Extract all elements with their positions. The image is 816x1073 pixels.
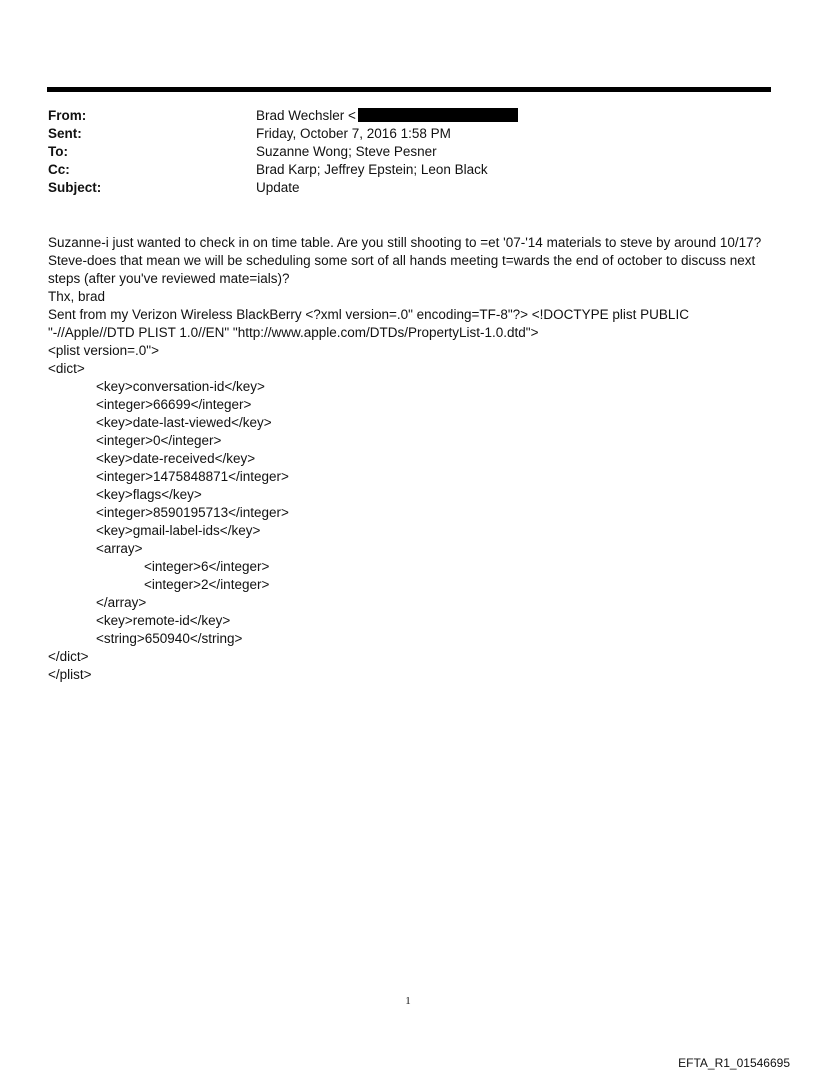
sent-value: Friday, October 7, 2016 1:58 PM <box>256 126 451 141</box>
plist-block <box>48 342 289 684</box>
cc-row <box>48 161 748 179</box>
plist-line: <key>date-last-viewed</key> <box>96 415 272 430</box>
sent-label: Sent: <box>48 126 82 141</box>
plist-line: <dict> <box>48 361 85 376</box>
sent-row <box>48 125 748 143</box>
header-rule <box>47 87 771 92</box>
plist-line: <integer>6</integer> <box>144 559 270 574</box>
cc-label: Cc: <box>48 162 70 177</box>
body-sent-from: Sent from my Verizon Wireless BlackBerry <?xml version=.0" encoding=TF-8"?> <!DOCTYPE plist PUBLIC "-//Apple//DTD PLIST 1.0//EN" "http://www.apple.com/DTDs/PropertyList-1.0.dtd"> <box>48 307 689 340</box>
plist-line: <key>conversation-id</key> <box>96 379 265 394</box>
subject-value: Update <box>256 180 300 195</box>
plist-line: <integer>0</integer> <box>96 433 222 448</box>
plist-line: <key>gmail-label-ids</key> <box>96 523 261 538</box>
plist-line: <array> <box>96 541 143 556</box>
plist-line: <key>flags</key> <box>96 487 202 502</box>
plist-line: <integer>2</integer> <box>144 577 270 592</box>
redaction-block <box>358 108 518 122</box>
plist-line: <plist version=.0"> <box>48 343 159 358</box>
from-name: Brad Wechsler < <box>256 108 356 123</box>
from-label: From: <box>48 108 87 123</box>
to-label: To: <box>48 144 68 159</box>
plist-line: <integer>66699</integer> <box>96 397 252 412</box>
plist-line: <integer>1475848871</integer> <box>96 469 289 484</box>
page-number: 1 <box>405 995 411 1007</box>
to-row <box>48 143 748 161</box>
body-paragraph: Suzanne-i just wanted to check in on time table. Are you still shooting to =et '07-'14 materials to steve by around 10/17? Steve-does that mean we will be scheduling some sort of all hands meeting t=wards the end of october to discuss next steps (after you've reviewed mate=ials)? <box>48 235 762 286</box>
plist-line: <key>date-received</key> <box>96 451 256 466</box>
email-body <box>48 234 778 342</box>
subject-label: Subject: <box>48 180 102 195</box>
subject-row <box>48 179 748 197</box>
plist-line: <key>remote-id</key> <box>96 613 231 628</box>
document-id: EFTA_R1_01546695 <box>678 1056 790 1070</box>
plist-line: <integer>8590195713</integer> <box>96 505 289 520</box>
plist-line: </plist> <box>48 667 92 682</box>
from-row <box>48 107 748 125</box>
cc-value: Brad Karp; Jeffrey Epstein; Leon Black <box>256 162 488 177</box>
body-signoff: Thx, brad <box>48 289 106 304</box>
to-value: Suzanne Wong; Steve Pesner <box>256 144 437 159</box>
plist-line: </array> <box>96 595 147 610</box>
plist-line: <string>650940</string> <box>96 631 243 646</box>
plist-line: </dict> <box>48 649 89 664</box>
from-value <box>256 107 518 125</box>
